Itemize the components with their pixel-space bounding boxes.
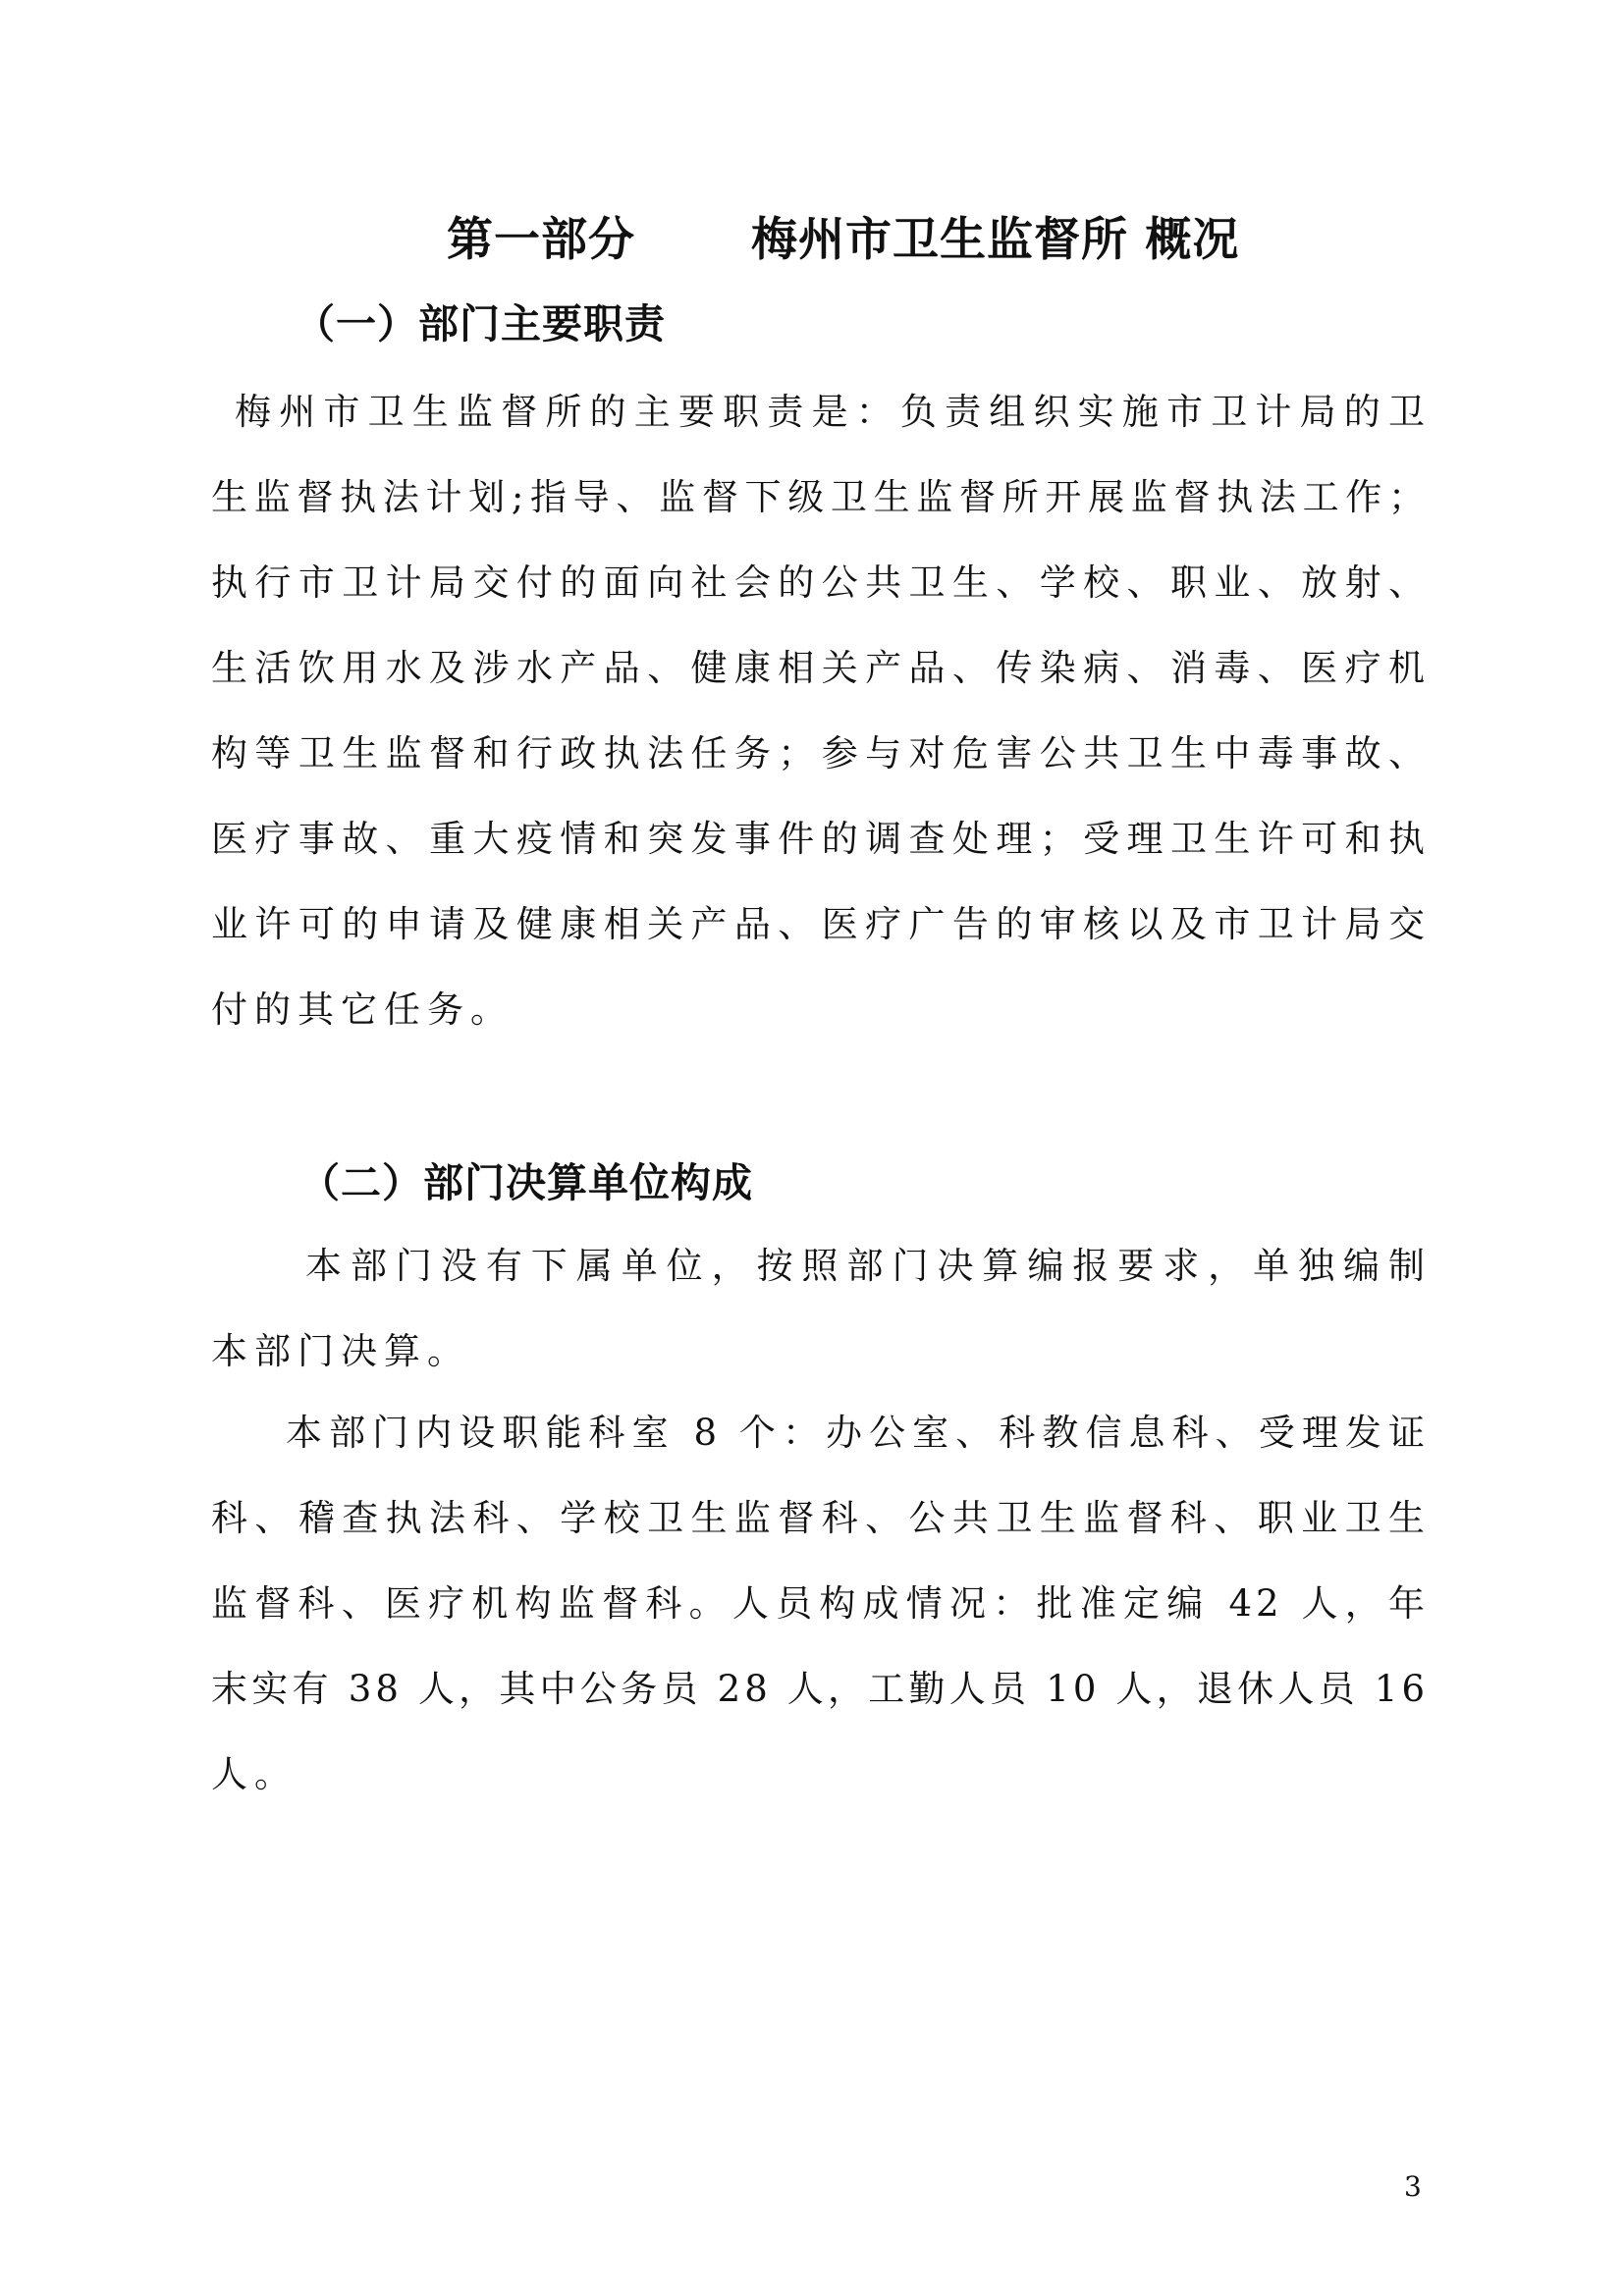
page-title-part-label: 第一部分: [447, 213, 635, 267]
page-title-text: 梅州市卫生监督所 概况: [751, 213, 1240, 267]
paragraph-line: 本部门决算。: [211, 1330, 470, 1372]
page-number: 3: [1404, 2170, 1422, 2203]
page-title: [447, 208, 1239, 273]
paragraph-line: 医疗事故、重大疫情和突发事件的调查处理；受理卫生许可和执: [211, 818, 1429, 860]
paragraph-line: 业许可的申请及健康相关产品、医疗广告的审核以及市卫计局交: [211, 903, 1429, 945]
paragraph-line: 执行市卫计局交付的面向社会的公共卫生、学校、职业、放射、: [211, 561, 1429, 604]
paragraph-line: 梅州市卫生监督所的主要职责是：负责组织实施市卫计局的卫: [235, 391, 1429, 433]
paragraph-line: 本部门内设职能科室 8 个：办公室、科教信息科、受理发证: [286, 1412, 1429, 1454]
paragraph-line: 生监督执法计划;指导、监督下级卫生监督所开展监督执法工作；: [211, 476, 1429, 518]
paragraph-line: 人。: [211, 1753, 298, 1795]
paragraph-units: [211, 1223, 1429, 1394]
section-heading-duties: （一）部门主要职责: [295, 300, 666, 347]
section-heading-units: （二）部门决算单位构成: [299, 1159, 753, 1206]
paragraph-line: 科、稽查执法科、学校卫生监督科、公共卫生监督科、职业卫生: [211, 1497, 1429, 1539]
paragraph-line: 末实有 38 人，其中公务员 28 人，工勤人员 10 人，退休人员 16: [211, 1668, 1429, 1710]
paragraph-staffing: [211, 1390, 1429, 1817]
paragraph-line: 本部门没有下属单位，按照部门决算编报要求，单独编制: [305, 1245, 1429, 1287]
paragraph-line: 构等卫生监督和行政执法任务；参与对危害公共卫生中毒事故、: [211, 732, 1429, 774]
paragraph-line: 付的其它任务。: [211, 988, 514, 1031]
paragraph-line: 监督科、医疗机构监督科。人员构成情况：批准定编 42 人，年: [211, 1582, 1429, 1625]
paragraph-duties: [211, 369, 1429, 1052]
paragraph-line: 生活饮用水及涉水产品、健康相关产品、传染病、消毒、医疗机: [211, 647, 1429, 689]
